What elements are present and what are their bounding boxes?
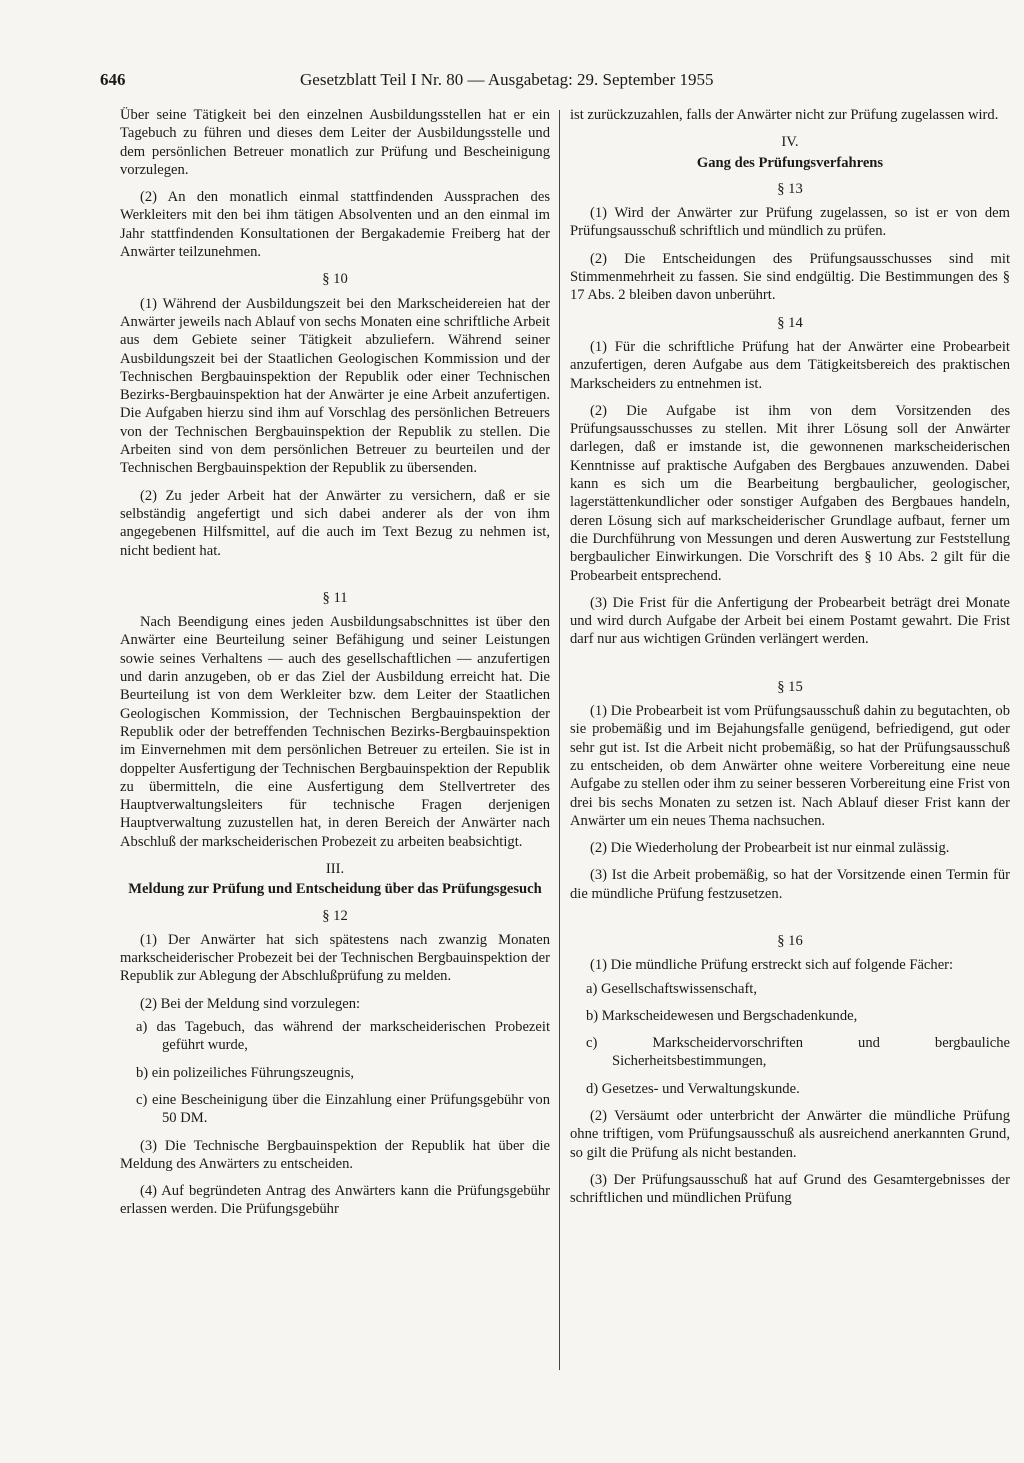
paragraph-9-2: (2) An den monatlich einmal stattfindenden Aussprachen des Werkleiters mit den bei ihm tätigen Absolventen und an den einmal im Jahr stattfindenden Konsultationen der Bergakademie Freiberg hat der Anwärter teilzunehmen. [120,189,550,261]
paragraph-14-2: (2) Die Aufgabe ist ihm von dem Vorsitzenden des Prüfungsausschusses zu stellen. Mit ihrer Lösung soll der Anwärter darlegen, daß er imstande ist, die gewonnenen markscheiderischen Kenntnisse auf praktische Aufgaben des Bergbaues anzuwenden. Dabei kann es sich um die Bearbeitung bergbaulicher, geologischer, lagerstättenkundlicher oder sonstiger Aufgaben des Bergbaues handeln, deren Lösung sich auf markscheiderischer Grundlage aufbaut, ferner um die Durchführung von Messungen und deren Auswertung zur Feststellung bergbaulicher Einwirkungen. Die Vorschrift des § 10 Abs. 2 gilt für die Probearbeit entsprechend. [570,402,1010,584]
paragraph-13-2: (2) Die Entscheidungen des Prüfungsausschusses sind mit Stimmenmehrheit zu fassen. Sie sind endgültig. Die Bestimmungen des § 17 Abs. 2 bleiben davon unberührt. [570,250,1010,304]
list-item-12-2-a: a) das Tagebuch, das während der markscheiderischen Probezeit geführt wurde, [136,1019,550,1054]
column-divider [559,110,560,1370]
paragraph-12-2: (2) Bei der Meldung sind vorzulegen: [140,995,361,1012]
section-15-heading: § 15 [777,678,803,695]
section-14-heading: § 14 [777,314,803,331]
paragraph-12-3: (3) Die Technische Bergbauinspektion der Republik hat über die Meldung des Anwärters zu entscheiden. [120,1137,550,1172]
paragraph-14-3: (3) Die Frist für die Anfertigung der Probearbeit beträgt drei Monate und wird durch Aufgabe der Arbeit bei einem Postamt gewahrt. Die Frist darf nur aus wichtigen Gründen verlängert werden. [570,594,1010,648]
paragraph-15-1: (1) Die Probearbeit ist vom Prüfungsausschuß dahin zu begutachten, ob sie probemäßig und im Bejahungsfalle genügend, befriedigend, gut oder sehr gut ist. Ist die Arbeit nicht probemäßig, so hat der Prüfungsausschuß zu entscheiden, ob dem Anwärter ohne weitere Vorbereitung eine neue Aufgabe zu stellen oder ihm zu seiner besseren Vorbereitung eine Frist von drei bis sechs Monaten zu setzen ist. Nach Ablauf dieser Frist kann der Anwärter um ein neues Thema nachsuchen. [570,703,1010,829]
chapter-4-numeral: IV. [781,134,799,151]
paragraph-10-1: (1) Während der Ausbildungszeit bei den Markscheidereien hat der Anwärter jeweils nach Ablauf von sechs Monaten eine schriftliche Arbeit aus dem Gebiete seiner Tätigkeit abzuliefern. Während seiner Ausbildungszeit bei der Staatlichen Geologischen Kommission und der Technischen Bergbauinspektion der Republik oder einer Technischen Bezirks-Bergbauinspektion hat der Anwärter je eine Arbeit anzufertigen. Die Aufgaben hierzu sind ihm auf Vorschlag des persönlichen Betreuers von der Technischen Bergbauinspektion der Republik zu stellen. Die Arbeiten sind von dem persönlichen Betreuer zu beurteilen und der Technischen Bergbauinspektion der Republik zu übersenden. [120,295,550,477]
section-12-heading: § 12 [322,907,348,924]
paragraph-intro: Über seine Tätigkeit bei den einzelnen Ausbildungsstellen hat er ein Tagebuch zu führen und dieses dem Leiter der Ausbildungsstelle und dem persönlichen Betreuer monatlich zur Prüfung und Bescheinigung vorzulegen. [120,107,550,178]
chapter-3-heading: Meldung zur Prüfung und Entscheidung über das Prüfungsgesuch [128,881,542,898]
paragraph-11: Nach Beendigung eines jeden Ausbildungsabschnittes ist über den Anwärter eine Beurteilung seiner Befähigung und seiner Leistungen sowie seines Verhaltens — auch des gesellschaftlichen — anzufertigen und darin anzugeben, ob er das Ziel der Ausbildung erreicht hat. Die Beurteilung ist von dem Werkleiter bzw. dem Leiter der Staatlichen Geologischen Kommission, der Technischen Bergbauinspektion der Republik oder der betreffenden Technischen Bezirks-Bergbauinspektion im Einvernehmen mit dem persönlichen Betreuer zu erteilen. Sie ist in doppelter Ausfertigung der Technischen Bergbauinspektion der Republik zu übermitteln, die eine Ausfertigung dem Stellvertreter des Hauptverwaltungsleiters für technische Fragen derjenigen Hauptverwaltung zuzustellen hat, in deren Bereich der Anwärter nach Abschluß der markscheiderischen Probezeit zu arbeiten beabsichtigt. [120,614,550,850]
paragraph-12-4: (4) Auf begründeten Antrag des Anwärters kann die Prüfungsgebühr erlassen werden. Die Prüfungsgebühr [120,1183,550,1218]
section-11-heading: § 11 [322,589,348,606]
paragraph-14-1: (1) Für die schriftliche Prüfung hat der Anwärter eine Probearbeit anzufertigen, deren Aufgabe aus dem Tätigkeitsbereich des praktischen Markscheiders zu entnehmen ist. [570,338,1010,392]
list-item-16-1-d: d) Gesetzes- und Verwaltungskunde. [586,1080,800,1097]
section-10-heading: § 10 [322,271,348,288]
paragraph-10-2: (2) Zu jeder Arbeit hat der Anwärter zu versichern, daß er sie selbständig angefertigt und sich dabei anderer als der von ihm angegebenen Hilfsmittel, auf die auch im Text Bezug zu nehmen ist, nicht bedient hat. [120,487,550,559]
paragraph-12-1: (1) Der Anwärter hat sich spätestens nach zwanzig Monaten markscheiderischer Probezeit bei der Technischen Bergbauinspektion der Republik zur Ablegung der Abschlußprüfung zu melden. [120,931,550,985]
paragraph-continuation: ist zurückzuzahlen, falls der Anwärter nicht zur Prüfung zugelassen wird. [570,107,999,123]
page-header [100,70,834,98]
paragraph-16-3: (3) Der Prüfungsausschuß hat auf Grund des Gesamtergebnisses der schriftlichen und mündlichen Prüfung [570,1171,1010,1207]
page-number: 646 [100,70,126,89]
paragraph-15-2: (2) Die Wiederholung der Probearbeit ist nur einmal zulässig. [590,840,950,857]
right-column [570,106,1010,1217]
list-item-12-2-c: c) eine Bescheinigung über die Einzahlung einer Prüfungsgebühr von 50 DM. [136,1091,550,1127]
paragraph-13-1: (1) Wird der Anwärter zur Prüfung zugelassen, so ist er von dem Prüfungsausschuß schriftlich und mündlich zu prüfen. [570,205,1010,240]
chapter-3-numeral: III. [325,860,345,877]
chapter-4-heading: Gang des Prüfungsverfahrens [696,154,884,171]
list-item-12-2-b: b) ein polizeiliches Führungszeugnis, [136,1064,355,1081]
gazette-title: Gesetzblatt Teil I Nr. 80 — Ausgabetag: 29. September 1955 [300,70,714,89]
section-16-heading: § 16 [777,932,803,949]
section-13-heading: § 13 [777,180,803,197]
list-item-16-1-b: b) Markscheidewesen und Bergschadenkunde, [586,1007,858,1024]
list-item-16-1-a: a) Gesellschaftswissenschaft, [586,980,758,997]
left-column [120,106,550,1228]
paragraph-16-2: (2) Versäumt oder unterbricht der Anwärter die mündliche Prüfung ohne triftigen, vom Prüfungsausschuß als ausreichend anerkannten Grund, so gilt die Prüfung als nicht bestanden. [570,1108,1010,1161]
list-item-16-1-c: c) Markscheidervorschriften und bergbauliche Sicherheitsbestimmungen, [586,1035,1010,1070]
paragraph-15-3: (3) Ist die Arbeit probemäßig, so hat der Vorsitzende einen Termin für die mündliche Prüfung festzusetzen. [570,867,1010,902]
paragraph-16-1: (1) Die mündliche Prüfung erstreckt sich auf folgende Fächer: [590,957,954,974]
